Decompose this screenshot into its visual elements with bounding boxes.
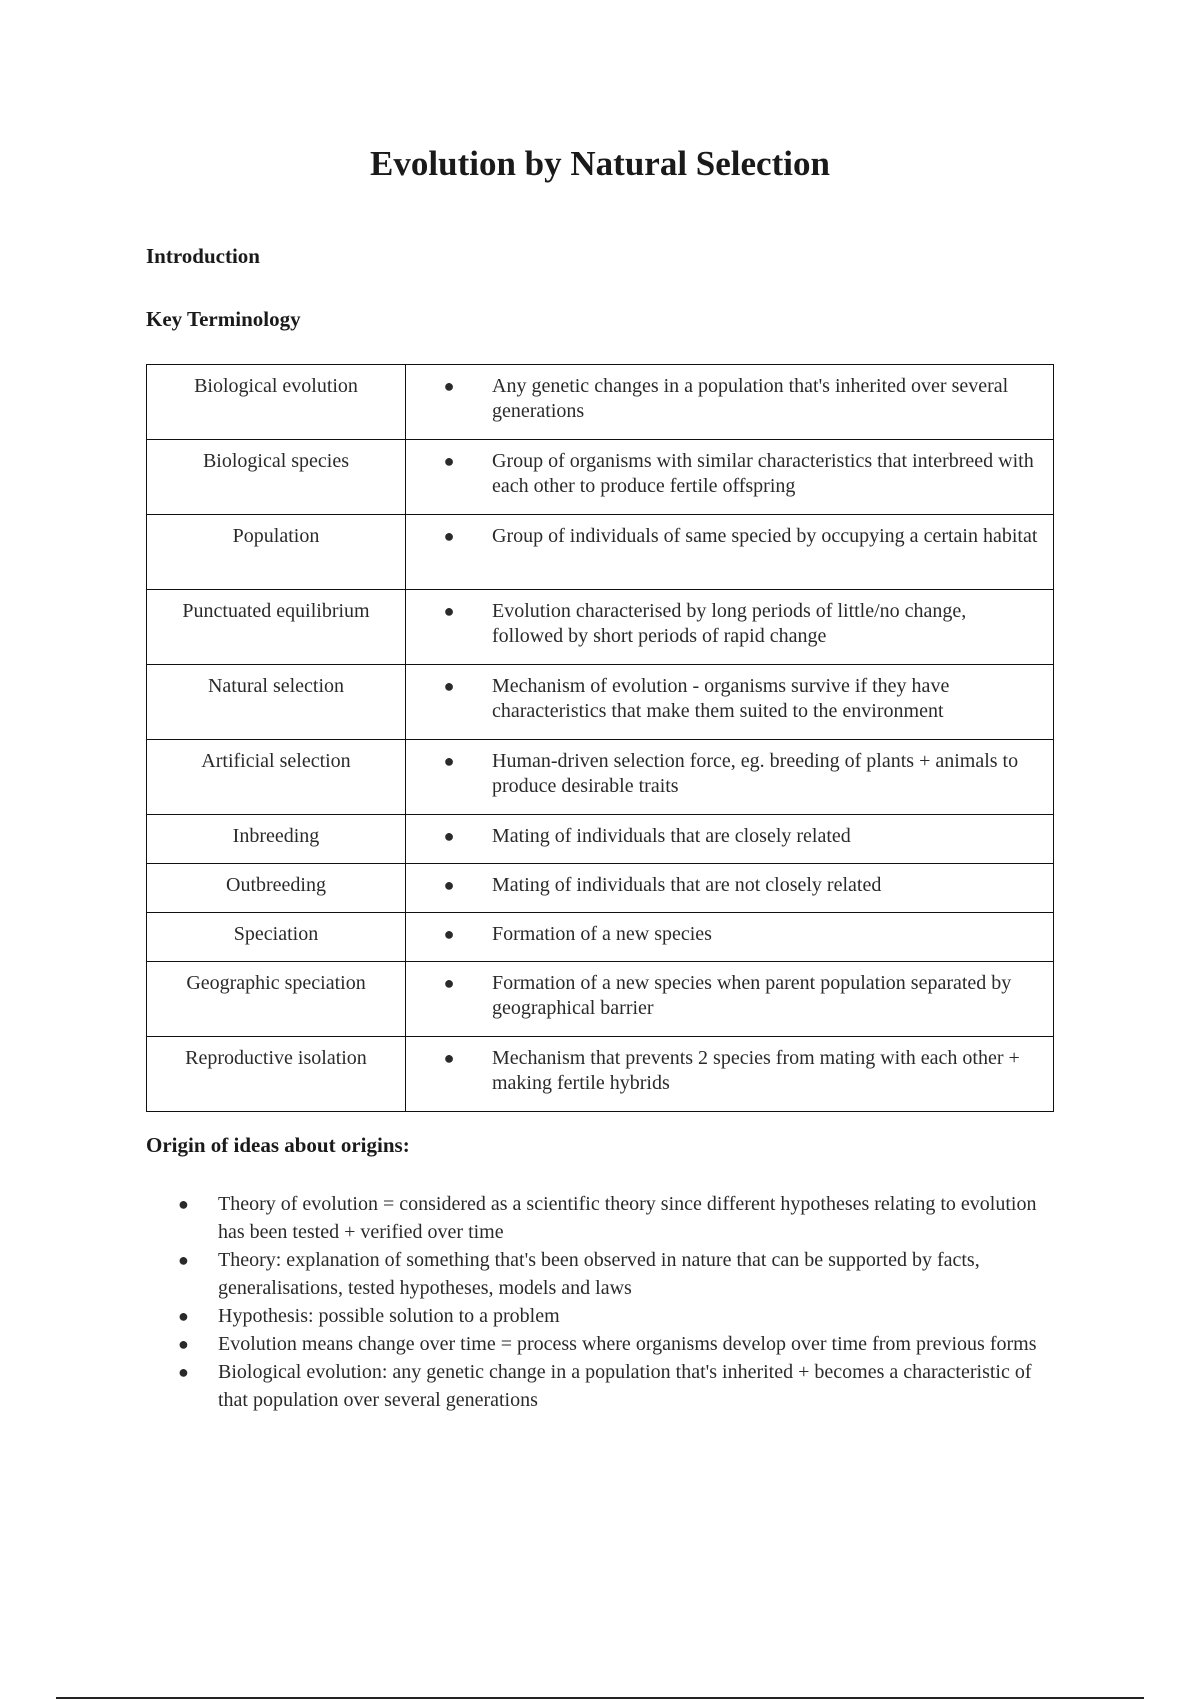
definition-text: Any genetic changes in a population that's inherited over several generations xyxy=(492,375,1009,422)
definition-text: Formation of a new species xyxy=(492,923,712,945)
table-row xyxy=(147,913,1054,962)
definition-text: Human-driven selection force, eg. breeding of plants + animals to produce desirable traits xyxy=(492,750,1019,797)
bullet-icon: ● xyxy=(443,376,455,396)
bullet-icon: ● xyxy=(443,973,455,993)
table-row xyxy=(147,440,1054,515)
table-row xyxy=(147,665,1054,740)
term-cell: Punctuated equilibrium xyxy=(147,590,406,665)
table-row xyxy=(147,365,1054,440)
definition-cell xyxy=(406,913,1054,962)
term-cell: Natural selection xyxy=(147,665,406,740)
bullet-icon: ● xyxy=(178,1306,189,1326)
definition-cell xyxy=(406,440,1054,515)
term-cell: Biological species xyxy=(147,440,406,515)
table-row xyxy=(147,962,1054,1037)
definition-text: Mechanism of evolution - organisms survive if they have characteristics that make them suited to the environment xyxy=(492,675,950,722)
table-row xyxy=(147,1037,1054,1112)
bullet-icon: ● xyxy=(443,826,455,846)
bullet-icon: ● xyxy=(178,1250,189,1270)
bullet-icon: ● xyxy=(443,601,455,621)
bullet-icon: ● xyxy=(443,1048,455,1068)
terminology-table xyxy=(146,364,1054,1112)
list-item-text: Biological evolution: any genetic change in a population that's inherited + becomes a characteristic of that population over several generations xyxy=(218,1361,1032,1411)
definition-text: Evolution characterised by long periods of little/no change, followed by short periods of rapid change xyxy=(492,600,967,647)
table-row xyxy=(147,740,1054,815)
term-cell: Inbreeding xyxy=(147,815,406,864)
list-item xyxy=(178,1330,1058,1358)
page-bottom-divider xyxy=(56,1697,1144,1699)
table-row xyxy=(147,590,1054,665)
table-row xyxy=(147,515,1054,590)
term-cell: Biological evolution xyxy=(147,365,406,440)
origin-bullet-list xyxy=(178,1190,1058,1414)
bullet-icon: ● xyxy=(443,676,455,696)
list-item xyxy=(178,1190,1058,1246)
term-cell: Reproductive isolation xyxy=(147,1037,406,1112)
bullet-icon: ● xyxy=(443,526,455,546)
definition-cell xyxy=(406,365,1054,440)
definition-cell xyxy=(406,864,1054,913)
definition-cell xyxy=(406,665,1054,740)
bullet-icon: ● xyxy=(443,451,455,471)
term-cell: Outbreeding xyxy=(147,864,406,913)
list-item-text: Evolution means change over time = process where organisms develop over time from previous forms xyxy=(218,1333,1037,1355)
list-item xyxy=(178,1246,1058,1302)
definition-text: Mating of individuals that are not closely related xyxy=(492,874,882,896)
table-row xyxy=(147,815,1054,864)
term-cell: Population xyxy=(147,515,406,590)
table-row xyxy=(147,864,1054,913)
bullet-icon: ● xyxy=(443,924,455,944)
heading-key-terminology: Key Terminology xyxy=(146,307,301,331)
list-item xyxy=(178,1302,1058,1330)
definition-cell xyxy=(406,515,1054,590)
list-item-text: Hypothesis: possible solution to a problem xyxy=(218,1305,560,1327)
definition-text: Formation of a new species when parent population separated by geographical barrier xyxy=(492,972,1012,1019)
bullet-icon: ● xyxy=(443,875,455,895)
bullet-icon: ● xyxy=(178,1334,189,1354)
definition-text: Mechanism that prevents 2 species from mating with each other + making fertile hybrids xyxy=(492,1047,1020,1094)
heading-introduction: Introduction xyxy=(146,244,260,268)
definition-text: Mating of individuals that are closely related xyxy=(492,825,851,847)
term-cell: Speciation xyxy=(147,913,406,962)
definition-text: Group of organisms with similar characteristics that interbreed with each other to produce fertile offspring xyxy=(492,450,1034,497)
bullet-icon: ● xyxy=(178,1362,189,1382)
heading-origin-of-ideas: Origin of ideas about origins: xyxy=(146,1133,410,1157)
definition-cell xyxy=(406,1037,1054,1112)
bullet-icon: ● xyxy=(178,1194,189,1214)
term-cell: Geographic speciation xyxy=(147,962,406,1037)
definition-cell xyxy=(406,740,1054,815)
page-title: Evolution by Natural Selection xyxy=(370,144,830,183)
definition-cell xyxy=(406,590,1054,665)
list-item xyxy=(178,1358,1058,1414)
definition-cell xyxy=(406,962,1054,1037)
list-item-text: Theory: explanation of something that's been observed in nature that can be supported by facts, generalisations, tested hypotheses, models and laws xyxy=(218,1249,980,1299)
list-item-text: Theory of evolution = considered as a scientific theory since different hypotheses relating to evolution has been tested + verified over time xyxy=(218,1193,1037,1243)
term-cell: Artificial selection xyxy=(147,740,406,815)
definition-text: Group of individuals of same specied by occupying a certain habitat xyxy=(492,525,1038,547)
definition-cell xyxy=(406,815,1054,864)
bullet-icon: ● xyxy=(443,751,455,771)
